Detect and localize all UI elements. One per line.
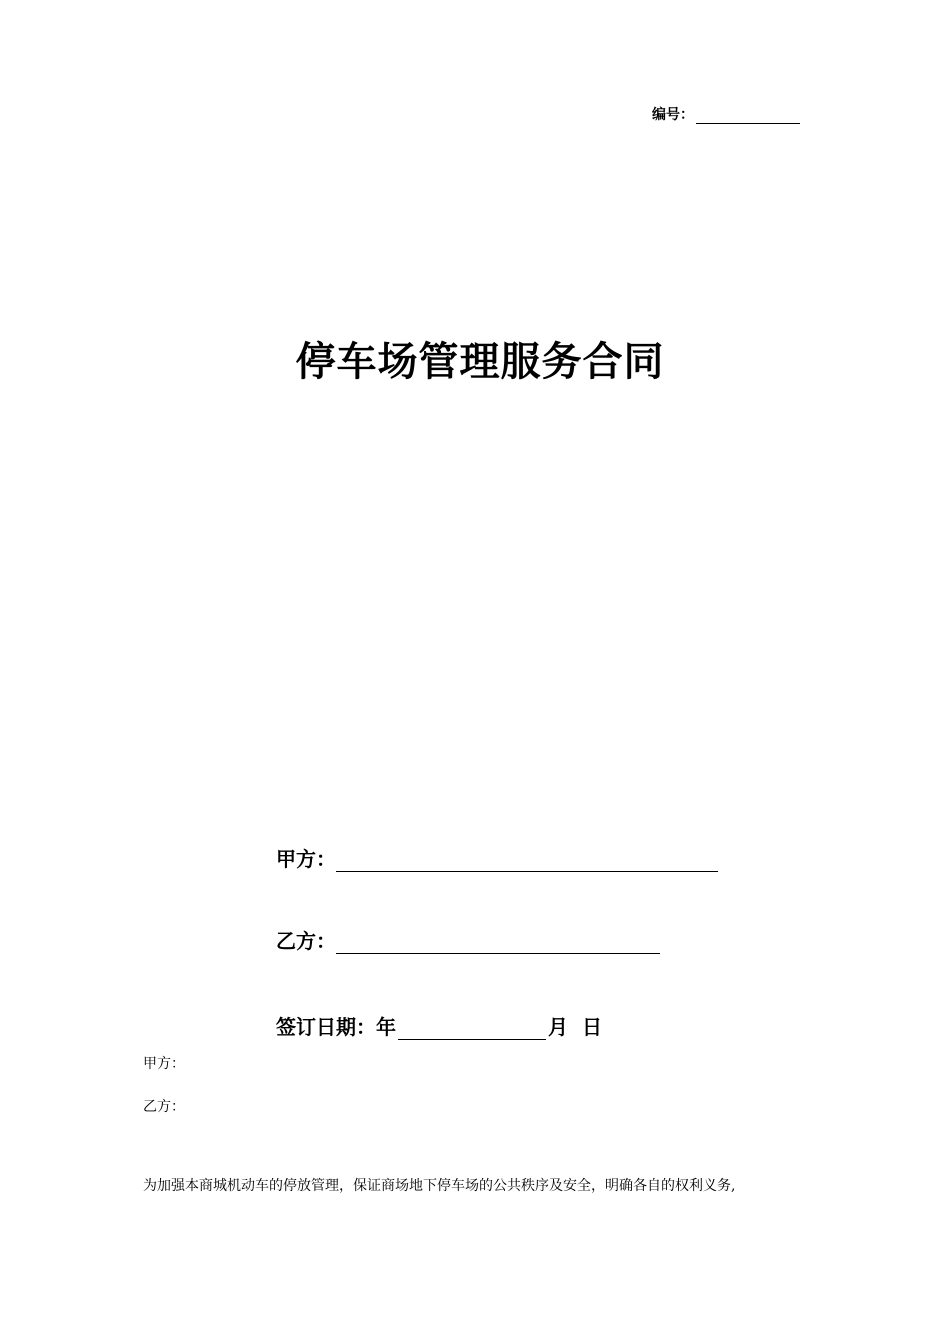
serial-number xyxy=(652,102,800,124)
sign-date-label: 签订日期：年 xyxy=(276,1015,396,1039)
party-a-label: 甲方： xyxy=(276,847,336,871)
body-intro-paragraph: 为加强本商城机动车的停放管理，保证商场地下停车场的公共秩序及安全，明确各自的权利义务, xyxy=(143,1178,736,1194)
party-b-blank-line xyxy=(336,931,660,954)
party-a-blank-line xyxy=(336,849,718,872)
sign-date-field xyxy=(276,1010,602,1040)
sign-date-blank-line xyxy=(398,1017,546,1040)
party-b-field xyxy=(276,924,660,954)
party-b-label: 乙方： xyxy=(276,929,336,953)
serial-label: 编号： xyxy=(652,107,694,123)
body-party-a: 甲方： xyxy=(143,1056,185,1072)
party-a-field xyxy=(276,842,718,872)
serial-blank-line xyxy=(696,107,800,124)
document-title: 停车场管理服务合同 xyxy=(295,339,665,385)
body-party-b: 乙方： xyxy=(143,1099,185,1115)
day-label: 日 xyxy=(582,1015,602,1039)
month-label: 月 xyxy=(548,1015,568,1039)
